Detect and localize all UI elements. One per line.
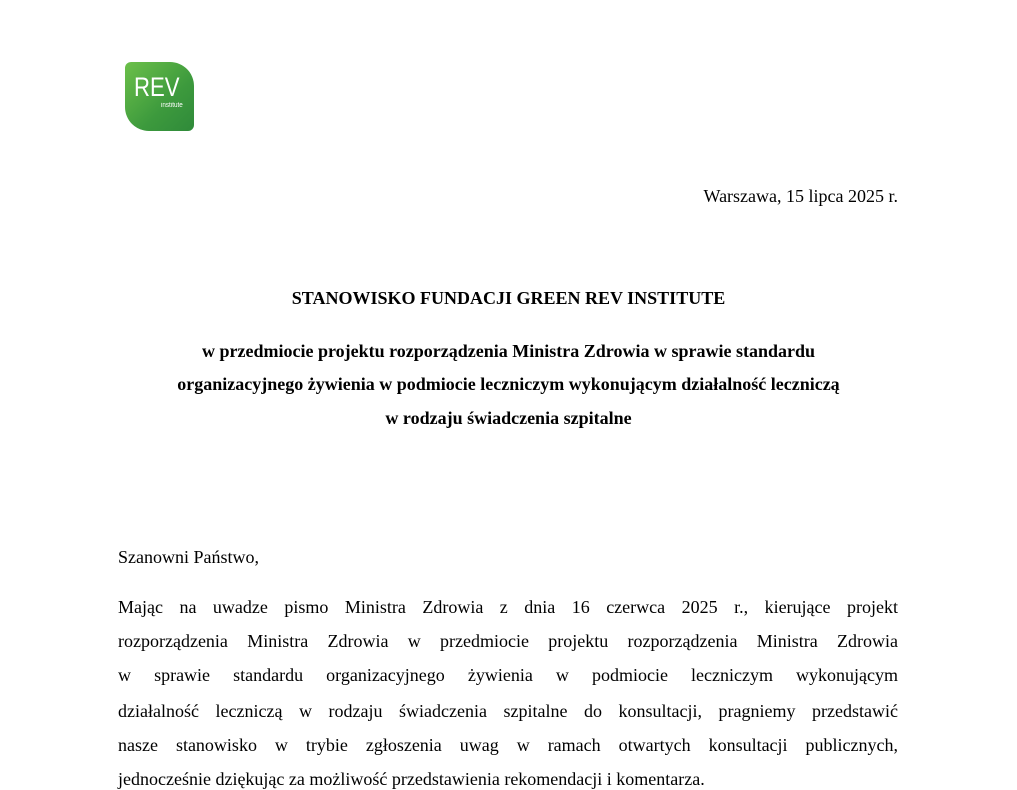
logo-wordmark: REV	[134, 72, 180, 102]
paragraph-line: nasze stanowisko w trybie zgłoszenia uwag w ramach otwartych konsultacji publicznych,	[118, 735, 898, 755]
document-subtitle-line: w przedmiocie projektu rozporządzenia Ministra Zdrowia w sprawie standardu	[202, 341, 815, 361]
document-title: STANOWISKO FUNDACJI GREEN REV INSTITUTE	[291, 288, 726, 308]
salutation: Szanowni Państwo,	[118, 547, 259, 567]
document-date: Warszawa, 15 lipca 2025 r.	[703, 186, 898, 206]
paragraph-line: jednocześnie dziękując za możliwość przedstawienia rekomendacji i komentarza.	[118, 769, 705, 789]
document-subtitle-line: organizacyjnego żywienia w podmiocie leczniczym wykonującym działalność leczniczą	[177, 374, 840, 394]
rev-institute-logo	[125, 62, 194, 131]
paragraph-line: w sprawie standardu organizacyjnego żywienia w podmiocie leczniczym wykonującym	[118, 665, 898, 685]
document-subtitle-line: w rodzaju świadczenia szpitalne	[385, 408, 632, 428]
paragraph-line: rozporządzenia Ministra Zdrowia w przedmiocie projektu rozporządzenia Ministra Zdrowia	[118, 631, 898, 651]
logo-subtext: institute	[161, 102, 183, 109]
paragraph-line: Mając na uwadze pismo Ministra Zdrowia z dnia 16 czerwca 2025 r., kierujące projekt	[118, 597, 898, 617]
paragraph-line: działalność leczniczą w rodzaju świadczenia szpitalne do konsultacji, pragniemy przedstawić	[118, 701, 898, 721]
